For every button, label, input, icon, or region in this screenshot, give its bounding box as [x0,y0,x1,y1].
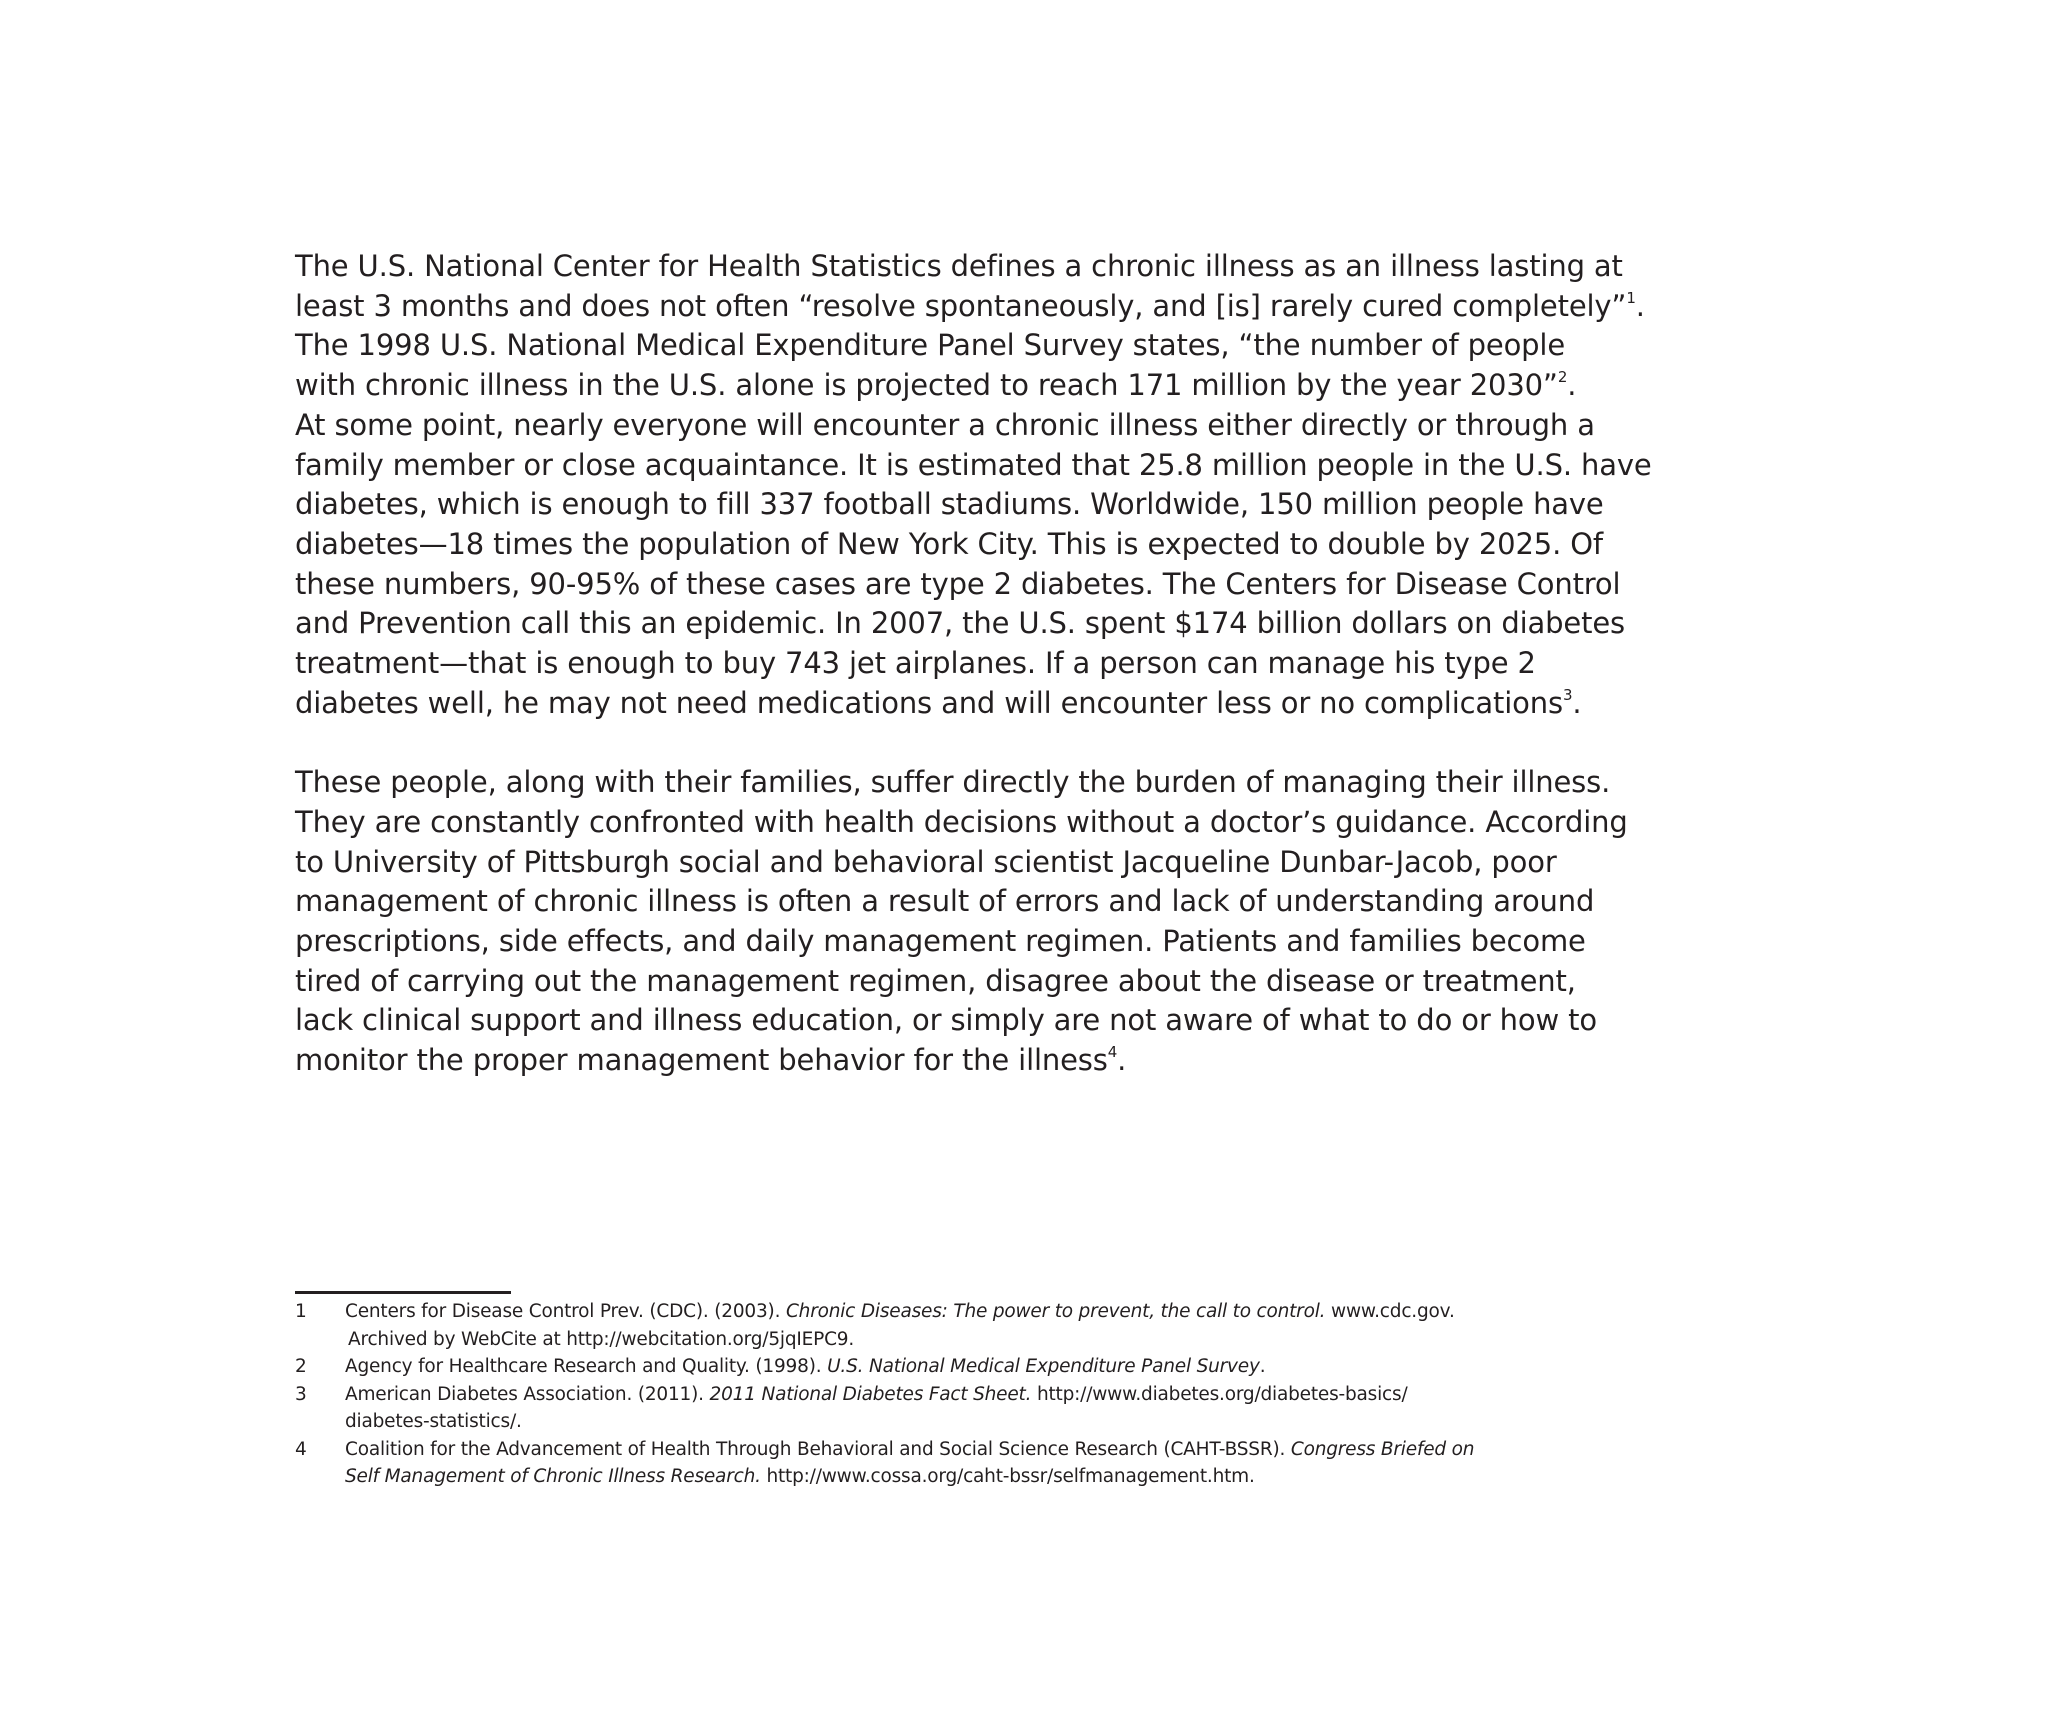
text-line: diabetes—18 times the population of New York City. This is expected to double by 2025. Of [295,526,1603,561]
link-diabetes-org[interactable]: http://www.diabetes.org/diabetes-basics/ [1031,1383,1408,1405]
footnote-3 [295,1381,1495,1436]
paragraph-spacer [295,723,1615,763]
footnote-number: 1 [295,1301,307,1322]
footnote-ref-1[interactable]: 1 [1626,288,1636,307]
text-line: these numbers, 90-95% of these cases are type 2 diabetes. The Centers for Disease Control [295,566,1621,601]
footnote-text: Centers for Disease Control Prev. (CDC). (2003). Chronic Diseases: The power to prevent, the call to control. www.cdc.gov. Archived by WebCite at http://webcitation.org/5jqIEPC9. [345,1298,1495,1353]
text-line: diabetes, which is enough to fill 337 football stadiums. Worldwide, 150 million people have [295,487,1604,522]
paragraph-chronic-illness-management [295,763,1628,1081]
link-cossa[interactable]: http://www.cossa.org/caht-bssr/selfmanagement.htm. [760,1466,1255,1487]
link-diabetes-org-cont[interactable]: diabetes-statistics/. [345,1411,522,1432]
text-line: and Prevention call this an epidemic. In 2007, the U.S. spent $174 billion dollars on diabetes [295,606,1625,641]
footnote-ref-2[interactable]: 2 [1557,368,1568,387]
text-line: lack clinical support and illness education, or simply are not aware of what to do or how to [295,1003,1597,1038]
text-line: monitor the proper management behavior for the illness$^4$. [295,1043,1127,1078]
text-line: tired of carrying out the management regimen, disagree about the disease or treatment, [295,963,1576,998]
paragraph-chronic-illness-statistics [295,247,1652,723]
text-line: diabetes well, he may not need medications and will encounter less or no complications$^3$. [295,685,1582,720]
text-line: prescriptions, side effects, and daily management regimen. Patients and families become [295,923,1586,958]
text-line: least 3 months and does not often “resolve spontaneously, and [is] rarely cured completely”$^1$. [295,288,1645,323]
footnote-number: 3 [295,1383,307,1405]
text-line: The U.S. National Center for Health Statistics defines a chronic illness as an illness lasting at [295,249,1623,283]
footnote-number: 4 [295,1438,307,1460]
footnote-number: 2 [295,1356,307,1377]
footnote-text: Coalition for the Advancement of Health Through Behavioral and Social Science Research (CAHT-BSSR). Congress Briefed on Self Management of Chronic Illness Research. http://www.cossa.org/caht-bssr/selfmanagement.htm. [345,1438,1475,1487]
text-line: The 1998 U.S. National Medical Expenditure Panel Survey states, “the number of people [295,328,1566,363]
text-line: to University of Pittsburgh social and behavioral scientist Jacqueline Dunbar-Jacob, poor [295,844,1557,879]
text-line: with chronic illness in the U.S. alone is projected to reach 171 million by the year 2030”$^2$. [295,368,1577,403]
link-cdc[interactable]: www.cdc.gov. [1325,1301,1455,1322]
footnote-ref-3[interactable]: 3 [1562,685,1573,704]
footnote-ref-4[interactable]: 4 [1107,1043,1118,1062]
text-line: family member or close acquaintance. It is estimated that 25.8 million people in the U.S. have [295,447,1652,482]
footnote-archive-url[interactable]: Archived by WebCite at http://webcitation.org/5jqIEPC9. [348,1328,855,1350]
footnote-2 [295,1353,1495,1381]
body-text [295,247,1652,1081]
footnote-text: Agency for Healthcare Research and Quality. (1998). U.S. National Medical Expenditure Panel Survey. [345,1356,1266,1377]
text-line: They are constantly confronted with health decisions without a doctor’s guidance. According [295,804,1628,839]
footnote-text: American Diabetes Association. (2011). 2011 National Diabetes Fact Sheet. http://www.diabetes.org/diabetes-basics/ diabetes-statistics/. [345,1381,1495,1436]
footnote-4 [295,1436,1495,1491]
footnotes [295,1298,1495,1491]
footnote-1 [295,1298,1495,1353]
text-line: treatment—that is enough to buy 743 jet airplanes. If a person can manage his type 2 [295,646,1536,681]
text-line: At some point, nearly everyone will encounter a chronic illness either directly or through a [295,407,1595,442]
text-line: management of chronic illness is often a result of errors and lack of understanding around [295,884,1595,919]
footnote-divider [295,1291,511,1294]
text-line: These people, along with their families, suffer directly the burden of managing their illness. [295,765,1611,800]
